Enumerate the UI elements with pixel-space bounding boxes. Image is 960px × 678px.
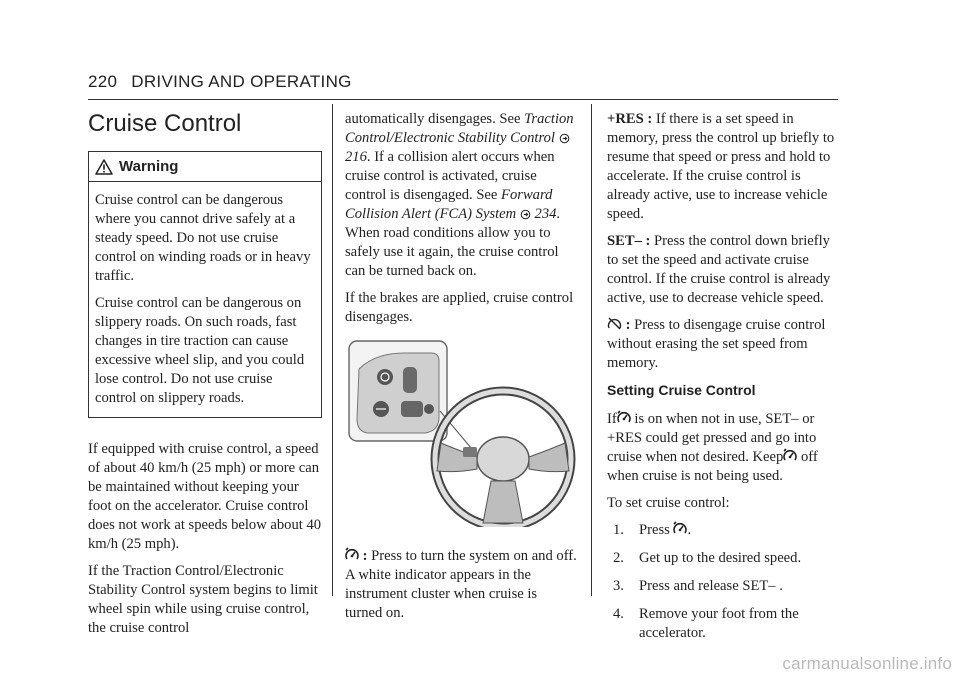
setting-paragraph: [607, 410, 841, 486]
set-label: SET– :: [607, 233, 651, 249]
step-text: Remove your foot from the accelerator.: [639, 606, 799, 641]
link-traction-control[interactable]: Traction Control/Electronic Stability Control: [345, 111, 574, 146]
cruise-speedometer-icon: [345, 547, 359, 562]
warning-body: [89, 182, 321, 417]
list-item: [607, 577, 841, 596]
onoff-text: Press to turn the system on and off. A white indicator appears in the instrument cluster when cruise is turned on.: [345, 548, 577, 621]
set-text: Press the control down briefly to set the speed and activate cruise control. If the cruise control is already active, use to decrease vehicle speed.: [607, 233, 831, 306]
cancel-description: [607, 316, 841, 373]
step-text: Press and release SET– .: [639, 578, 783, 594]
brakes-paragraph: If the brakes are applied, cruise control disengages.: [345, 290, 574, 325]
onoff-description: [345, 547, 577, 623]
watermark-footer: carmanualsonline.info: [782, 654, 952, 673]
text-span: automatically disengages. See: [345, 111, 525, 127]
disengage-paragraph: [345, 110, 577, 281]
section-title: DRIVING AND OPERATING: [131, 72, 352, 91]
steering-wheel-controls-figure: [345, 339, 577, 527]
column-3: [607, 110, 841, 652]
cruise-speedometer-icon: [673, 521, 687, 536]
cancel-text: Press to disengage cruise control without erasing the set speed from memory.: [607, 317, 826, 371]
warning-box: [88, 151, 322, 418]
intro-paragraph: If equipped with cruise control, a speed of about 40 km/h (25 mph) or more can be maintained without keeping your foot on the accelerator. Cruise control does not work at speeds below about 40 km/h (25 mph).: [88, 441, 322, 552]
res-set-rocker: [403, 367, 417, 393]
text-span: Press: [639, 522, 670, 538]
step-number: 1.: [613, 522, 624, 538]
cruise-speedometer-icon: [783, 448, 797, 463]
text-span: .: [687, 522, 692, 538]
res-description: [607, 110, 841, 224]
step-number: 4.: [613, 606, 624, 622]
list-item: [607, 605, 841, 643]
page-ref-216[interactable]: 216: [345, 149, 367, 165]
column-divider: [591, 104, 592, 596]
step-text: Get up to the desired speed.: [639, 550, 802, 566]
page-header: [88, 72, 352, 92]
column-divider: [332, 104, 333, 596]
header-rule: [88, 99, 838, 100]
page-ref-234[interactable]: 234: [534, 206, 557, 222]
setting-cruise-heading: Setting Cruise Control: [607, 382, 756, 398]
list-item: [607, 549, 841, 568]
cancel-colon: :: [622, 317, 635, 333]
text-span: . If a collision alert occurs when cruise control is activated, cruise control is disengaged. See: [345, 149, 555, 203]
text-span: is on when not in use, SET– or +RES could get pressed and go into cruise when not desired. Keep: [607, 411, 817, 465]
warning-text-1: Cruise control can be dangerous where you cannot drive safely at a steady speed. Do not use cruise control on winding roads or in heavy traffic.: [95, 192, 311, 284]
link-forward-collision-alert[interactable]: Forward Collision Alert (FCA) System: [345, 187, 553, 222]
text-span: off when cruise is not being used.: [607, 449, 818, 484]
warning-text-2: Cruise control can be dangerous on slippery roads. On such roads, fast changes in tire traction can cause excessive wheel slip, and you could lose control. Do not use cruise control on slippery roads.: [95, 295, 305, 406]
page-ref-arrow-icon: [559, 133, 570, 144]
page-number: 220: [88, 72, 118, 91]
step-number: 2.: [613, 550, 624, 566]
step-number: 3.: [613, 578, 624, 594]
page-title: Cruise Control: [88, 110, 242, 137]
cruise-onoff-button: [377, 369, 393, 385]
page-ref-arrow-icon: [520, 209, 531, 220]
column-1: [88, 110, 322, 646]
res-label: +RES :: [607, 111, 653, 127]
warning-label: Warning: [119, 158, 179, 175]
warning-header: [89, 152, 321, 182]
steps-intro: To set cruise control:: [607, 495, 730, 511]
steps-list: [607, 521, 841, 643]
text-span: . When road conditions allow you to safely use it again, the cruise control can be turned back on.: [345, 206, 561, 279]
cruise-speedometer-icon: [617, 410, 631, 425]
step-text: [639, 521, 841, 540]
warning-triangle-icon: [95, 159, 113, 175]
cruise-cancel-icon: [607, 316, 622, 331]
text-span: If: [607, 411, 617, 427]
list-item: [607, 521, 841, 540]
onoff-colon: :: [359, 548, 372, 564]
res-text: If there is a set speed in memory, press the control up briefly to resume that speed or press and hold to accelerate. If the cruise control is already active, use to increase vehicle speed.: [607, 111, 835, 222]
column-2: [345, 110, 577, 631]
set-description: [607, 232, 841, 308]
traction-paragraph: If the Traction Control/Electronic Stability Control system begins to limit wheel spin while using cruise control, the cruise control: [88, 563, 318, 636]
